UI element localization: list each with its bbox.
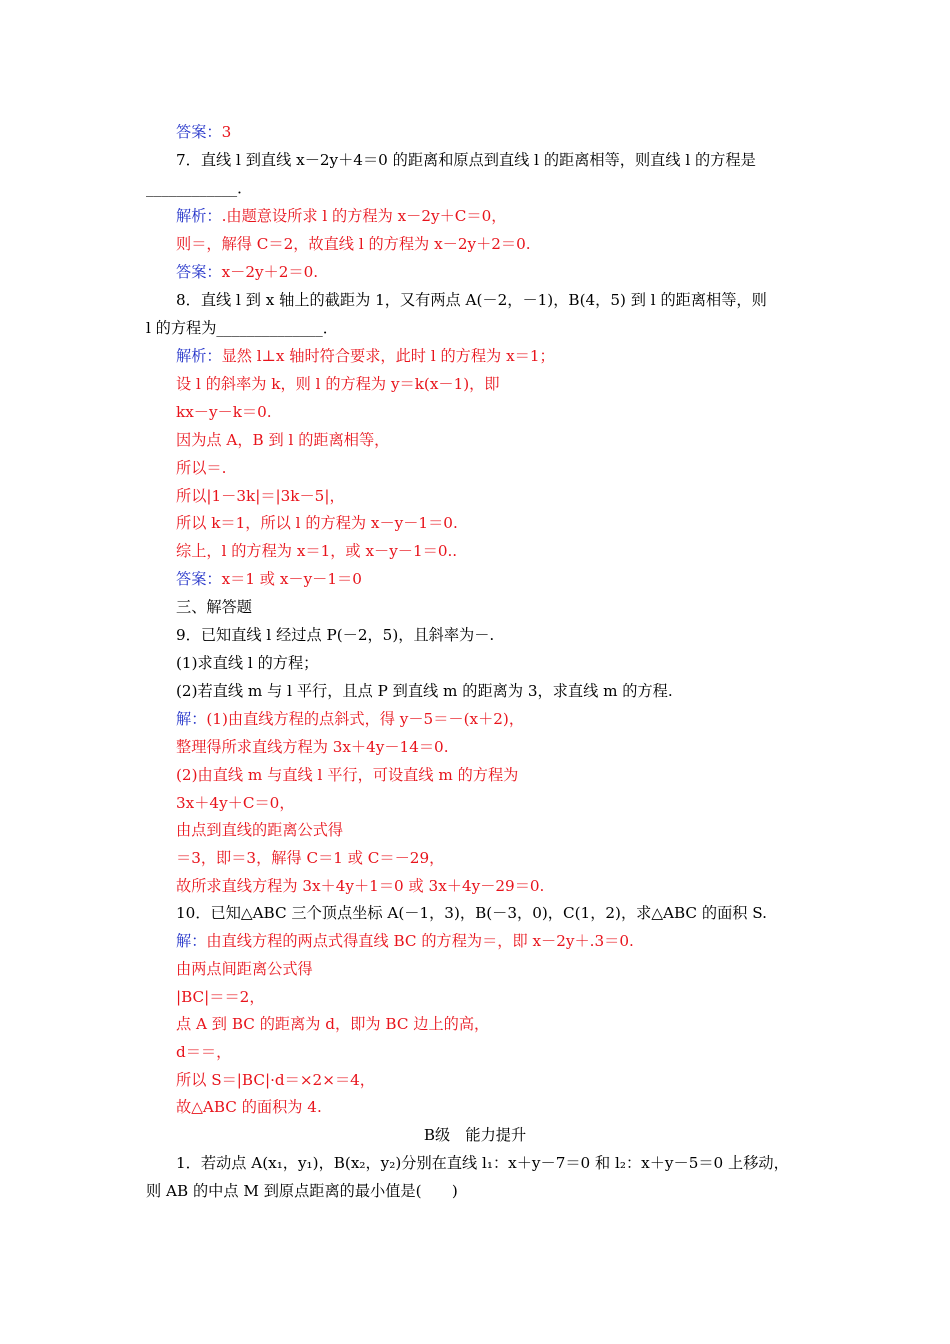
analysis-text: 显然 l⊥x 轴时符合要求，此时 l 的方程为 x＝1； xyxy=(221,347,555,365)
question-7: 7．直线 l 到直线 x－2y＋4＝0 的距离和原点到直线 l 的距离相等，则直线 l 的方程是 xyxy=(176,151,756,169)
section-heading: 三、解答题 xyxy=(176,598,252,616)
solution-9-line: 整理得所求直线方程为 3x＋4y－14＝0. xyxy=(176,738,449,756)
answer-7 xyxy=(176,262,318,282)
answer-value: x－2y＋2＝0. xyxy=(221,263,319,281)
solution-9-line: 3x＋4y＋C＝0， xyxy=(176,794,295,812)
analysis-8 xyxy=(176,346,555,366)
answer-8 xyxy=(176,569,362,589)
analysis-8-line: 所以 k＝1，所以 l 的方程为 x－y－1＝0. xyxy=(176,514,458,532)
question-9-part-2: (2)若直线 m 与 l 平行，且点 P 到直线 m 的距离为 3，求直线 m 的方程. xyxy=(176,682,673,700)
answer-value: 3 xyxy=(221,123,232,141)
solution-10-line: 所以 S＝|BC|·d＝×2×＝4， xyxy=(176,1071,375,1089)
analysis-8-line: 综上，l 的方程为 x＝1，或 x－y－1＝0.. xyxy=(176,542,458,560)
answer-label: 答案： xyxy=(176,263,222,281)
answer-value: x＝1 或 x－y－1＝0 xyxy=(221,570,362,588)
answer-label: 答案： xyxy=(176,123,222,141)
question-8: 8．直线 l 到 x 轴上的截距为 1，又有两点 A(－2，－1)，B(4，5) 到 l 的距离相等，则 xyxy=(176,291,767,309)
solution-10 xyxy=(176,931,634,951)
solution-10-line: |BC|＝＝2， xyxy=(176,988,265,1006)
solution-9-line: (2)由直线 m 与直线 l 平行，可设直线 m 的方程为 xyxy=(176,766,519,784)
analysis-label: 解析： xyxy=(176,347,222,365)
question-8-blank: l 的方程为______________． xyxy=(146,319,338,337)
solution-9-line: 由点到直线的距离公式得 xyxy=(176,821,344,839)
answer-6 xyxy=(176,122,231,142)
solution-9-line: 故所求直线方程为 3x＋4y＋1＝0 或 3x＋4y－29＝0. xyxy=(176,877,545,895)
solution-label: 解： xyxy=(176,932,207,950)
level-heading: B级 能力提升 xyxy=(423,1126,527,1144)
solution-9-line: ＝3，即＝3，解得 C＝1 或 C＝－29， xyxy=(176,849,445,867)
analysis-8-line: 所以|1－3k|＝|3k－5|， xyxy=(176,487,345,505)
analysis-text: .由题意设所求 l 的方程为 x－2y＋C＝0， xyxy=(221,207,507,225)
analysis-label: 解析： xyxy=(176,207,222,225)
question-b1-line: 则 AB 的中点 M 到原点距离的最小值是( ) xyxy=(146,1182,458,1200)
solution-label: 解： xyxy=(176,710,207,728)
question-9-part-1: (1)求直线 l 的方程； xyxy=(176,654,319,672)
analysis-8-line: kx－y－k＝0. xyxy=(176,403,272,421)
analysis-8-line: 因为点 A，B 到 l 的距离相等， xyxy=(176,431,390,449)
question-10: 10．已知△ABC 三个顶点坐标 A(－1，3)，B(－3，0)，C(1，2)，求△ABC 的面积 S. xyxy=(176,904,767,922)
analysis-8-line: 设 l 的斜率为 k，则 l 的方程为 y＝k(x－1)，即 xyxy=(176,375,500,393)
analysis-7-line: 则＝，解得 C＝2，故直线 l 的方程为 x－2y＋2＝0. xyxy=(176,235,531,253)
question-b1: 1．若动点 A(x₁，y₁)，B(x₂，y₂)分别在直线 l₁：x＋y－7＝0 和 l₂：x＋y－5＝0 上移动， xyxy=(176,1154,789,1172)
answer-label: 答案： xyxy=(176,570,222,588)
analysis-8-line: 所以＝. xyxy=(176,459,227,477)
solution-text: 由直线方程的两点式得直线 BC 的方程为＝，即 x－2y＋.3＝0. xyxy=(206,932,634,950)
solution-10-line: 点 A 到 BC 的距离为 d，即为 BC 边上的高， xyxy=(176,1015,490,1033)
solution-10-line: 故△ABC 的面积为 4. xyxy=(176,1098,322,1116)
question-9: 9．已知直线 l 经过点 P(－2，5)，且斜率为－. xyxy=(176,626,495,644)
question-7-blank: ____________． xyxy=(146,179,253,197)
solution-9 xyxy=(176,709,524,729)
solution-text: (1)由直线方程的点斜式，得 y－5＝－(x＋2)， xyxy=(206,710,525,728)
analysis-7 xyxy=(176,206,506,226)
solution-10-line: 由两点间距离公式得 xyxy=(176,960,313,978)
solution-10-line: d＝＝， xyxy=(176,1043,232,1061)
